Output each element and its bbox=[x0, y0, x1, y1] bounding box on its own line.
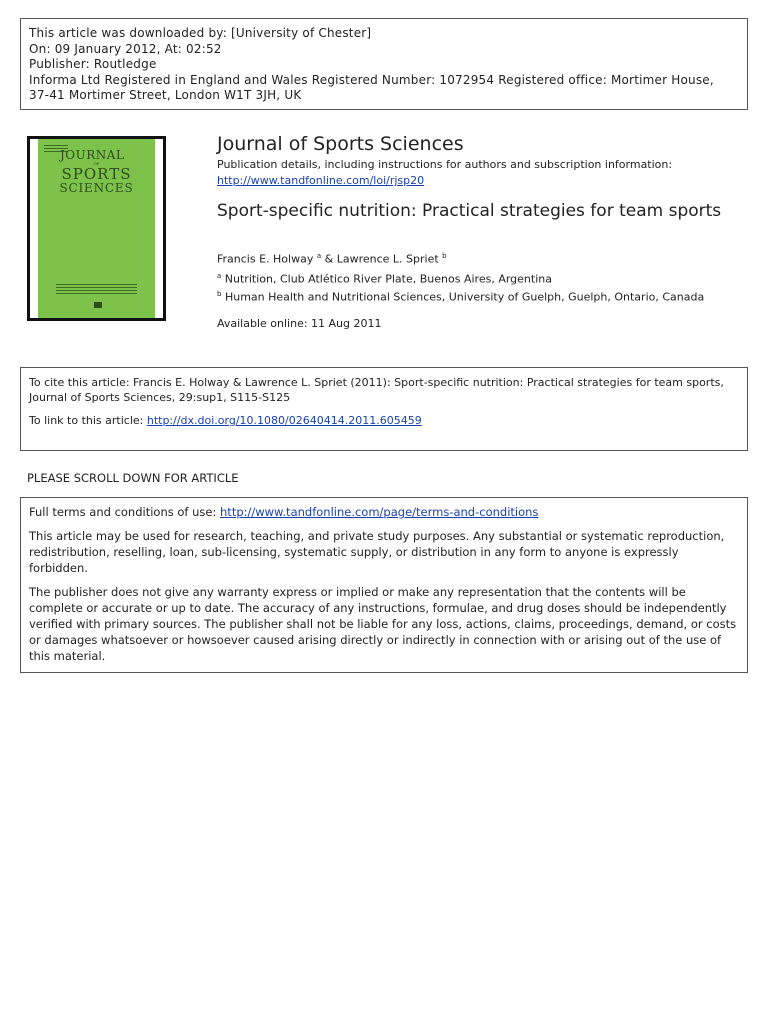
terms-link[interactable]: http://www.tandfonline.com/page/terms-and-conditions bbox=[220, 505, 539, 519]
download-line-2: On: 09 January 2012, At: 02:52 bbox=[29, 41, 222, 56]
cover-word-journal: JOURNAL bbox=[60, 148, 125, 162]
journal-cover-face bbox=[30, 139, 163, 318]
journal-link[interactable]: http://www.tandfonline.com/loi/rjsp20 bbox=[217, 174, 425, 187]
citation-box bbox=[20, 367, 748, 451]
affiliation-a-marker: a bbox=[217, 272, 222, 280]
cover-title bbox=[38, 149, 155, 194]
doi-link[interactable]: http://dx.doi.org/10.1080/02640414.2011.605459 bbox=[146, 414, 422, 427]
affiliation-a-text: Nutrition, Club Atlético River Plate, Buenos Aires, Argentina bbox=[224, 272, 552, 286]
affiliation-b-text: Human Health and Nutritional Sciences, University of Guelph, Guelph, Ontario, Canada bbox=[224, 290, 705, 304]
journal-link-row bbox=[217, 174, 424, 187]
cover-word-sports: SPORTS bbox=[61, 165, 132, 183]
author-separator: & bbox=[321, 252, 337, 266]
download-line-3: Publisher: Routledge bbox=[29, 57, 157, 72]
journal-cover-image bbox=[27, 136, 166, 321]
terms-paragraph-1: This article may be used for research, teaching, and private study purposes. Any substantial or systematic reproduction, redistribution, reselling, loan, sub-licensing, systematic supply, or distribution in any form to anyone is expressly forbidden. bbox=[29, 529, 725, 575]
download-line-1: This article was downloaded by: [University of Chester] bbox=[29, 26, 372, 40]
cover-word-of: OF bbox=[93, 161, 100, 166]
article-link-label: To link to this article: bbox=[29, 414, 147, 427]
scroll-down-note: PLEASE SCROLL DOWN FOR ARTICLE bbox=[27, 471, 239, 485]
download-line-4: Informa Ltd Registered in England and Wales Registered Number: 1072954 Registered office: Mortimer House, bbox=[29, 72, 714, 87]
terms-box bbox=[20, 497, 748, 673]
publisher-logo-icon bbox=[94, 302, 102, 308]
available-online: Available online: 11 Aug 2011 bbox=[217, 317, 382, 330]
publication-details: Publication details, including instructions for authors and subscription information: bbox=[217, 158, 673, 171]
authors bbox=[217, 252, 447, 266]
affiliation-b bbox=[217, 290, 704, 304]
terms-paragraph-2: The publisher does not give any warranty express or implied or make any representation that the contents will be complete or accurate or up to date. The accuracy of any instructions, formulae, and drug doses should be independently verified with primary sources. The publisher shall not be liable for any loss, actions, claims, proceedings, demand, or costs or damages whatsoever or howsoever caused arising directly or indirectly in connection with or arising out of the use of this material. bbox=[29, 585, 737, 663]
download-info-box bbox=[20, 18, 748, 110]
author-spriet-affiliation: b bbox=[442, 252, 447, 260]
article-title: Sport-specific nutrition: Practical strategies for team sports bbox=[217, 201, 722, 221]
cover-word-sciences: SCIENCES bbox=[59, 181, 134, 195]
citation-text: To cite this article: Francis E. Holway & Lawrence L. Spriet (2011): Sport-specific nutrition: Practical strategies for team sports, Journal of Sports Sciences, 29:sup1, S115-S125 bbox=[29, 376, 724, 404]
download-line-5: 37-41 Mortimer Street, London W1T 3JH, UK bbox=[29, 88, 302, 103]
author-holway-affiliation: a bbox=[316, 252, 322, 260]
affiliation-b-marker: b bbox=[217, 290, 222, 298]
terms-label: Full terms and conditions of use: bbox=[29, 505, 221, 519]
affiliation-a bbox=[217, 272, 552, 286]
journal-title: Journal of Sports Sciences bbox=[217, 133, 464, 155]
author-holway: Francis E. Holway bbox=[217, 252, 314, 266]
terms-link-row bbox=[29, 504, 739, 520]
author-spriet: Lawrence L. Spriet bbox=[336, 252, 439, 266]
article-link-row bbox=[29, 414, 739, 427]
cover-fine-print bbox=[56, 284, 137, 296]
